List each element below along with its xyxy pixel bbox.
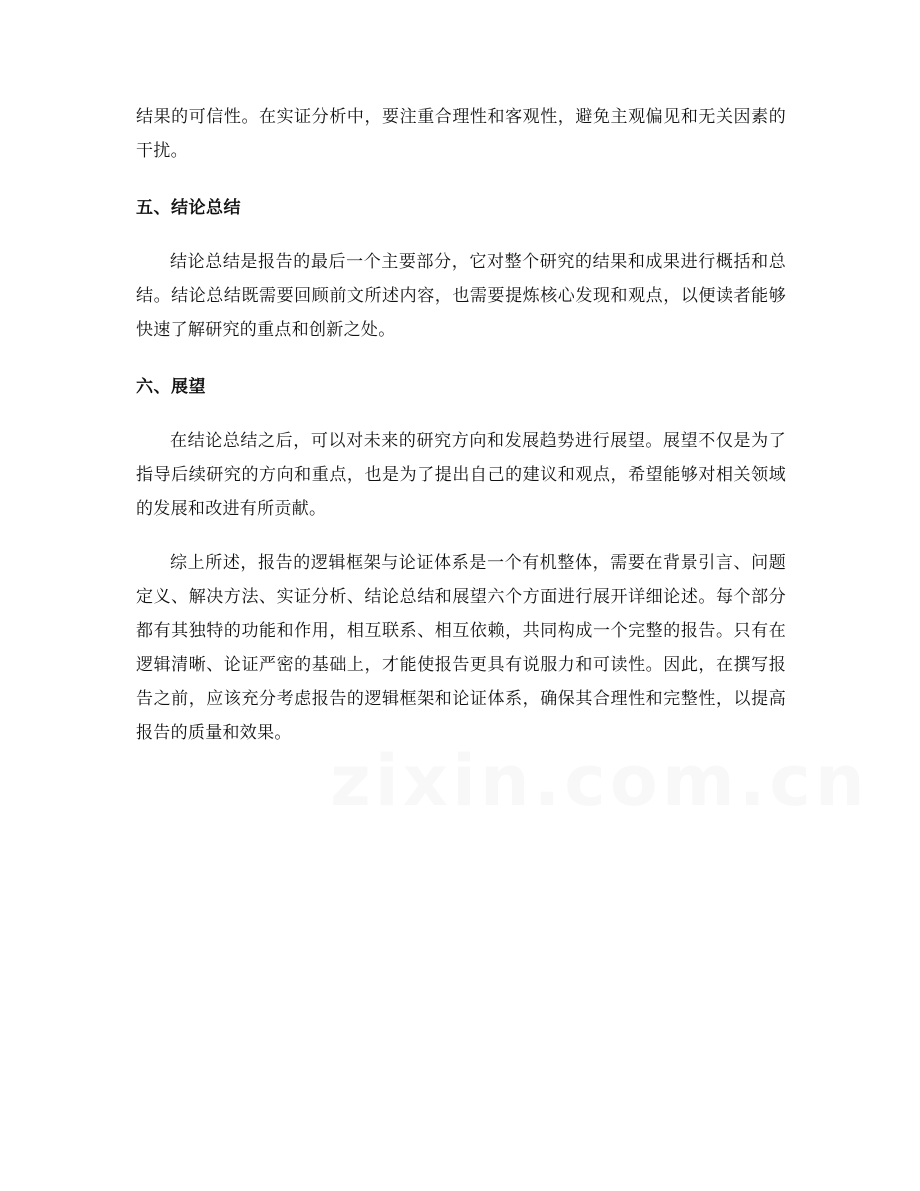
document-body [136,100,786,750]
section-heading-outlook: 六、展望 [136,377,206,397]
outlook-paragraph: 在结论总结之后，可以对未来的研究方向和发展趋势进行展望。展望不仅是为了指导后续研究的方向和重点，也是为了提出自己的建议和观点，希望能够对相关领域的发展和改进有所贡献。 [136,431,786,519]
intro-paragraph: 结果的可信性。在实证分析中，要注重合理性和客观性，避免主观偏见和无关因素的干扰。 [136,107,786,161]
section-heading-conclusion: 五、结论总结 [136,198,241,218]
watermark-logo [330,740,869,822]
summary-paragraph: 综上所述，报告的逻辑框架与论证体系是一个有机整体，需要在背景引言、问题定义、解决方法、实证分析、结论总结和展望六个方面进行展开详细论述。每个部分都有其独特的功能和作用，相互联系、相互依赖，共同构成一个完整的报告。只有在逻辑清晰、论证严密的基础上，才能使报告更具有说服力和可读性。因此，在撰写报告之前，应该充分考虑报告的逻辑框架和论证体系，确保其合理性和完整性，以提高报告的质量和效果。 [136,553,786,743]
conclusion-paragraph: 结论总结是报告的最后一个主要部分，它对整个研究的结果和成果进行概括和总结。结论总结既需要回顾前文所述内容，也需要提炼核心发现和观点，以便读者能够快速了解研究的重点和创新之处。 [136,252,786,340]
